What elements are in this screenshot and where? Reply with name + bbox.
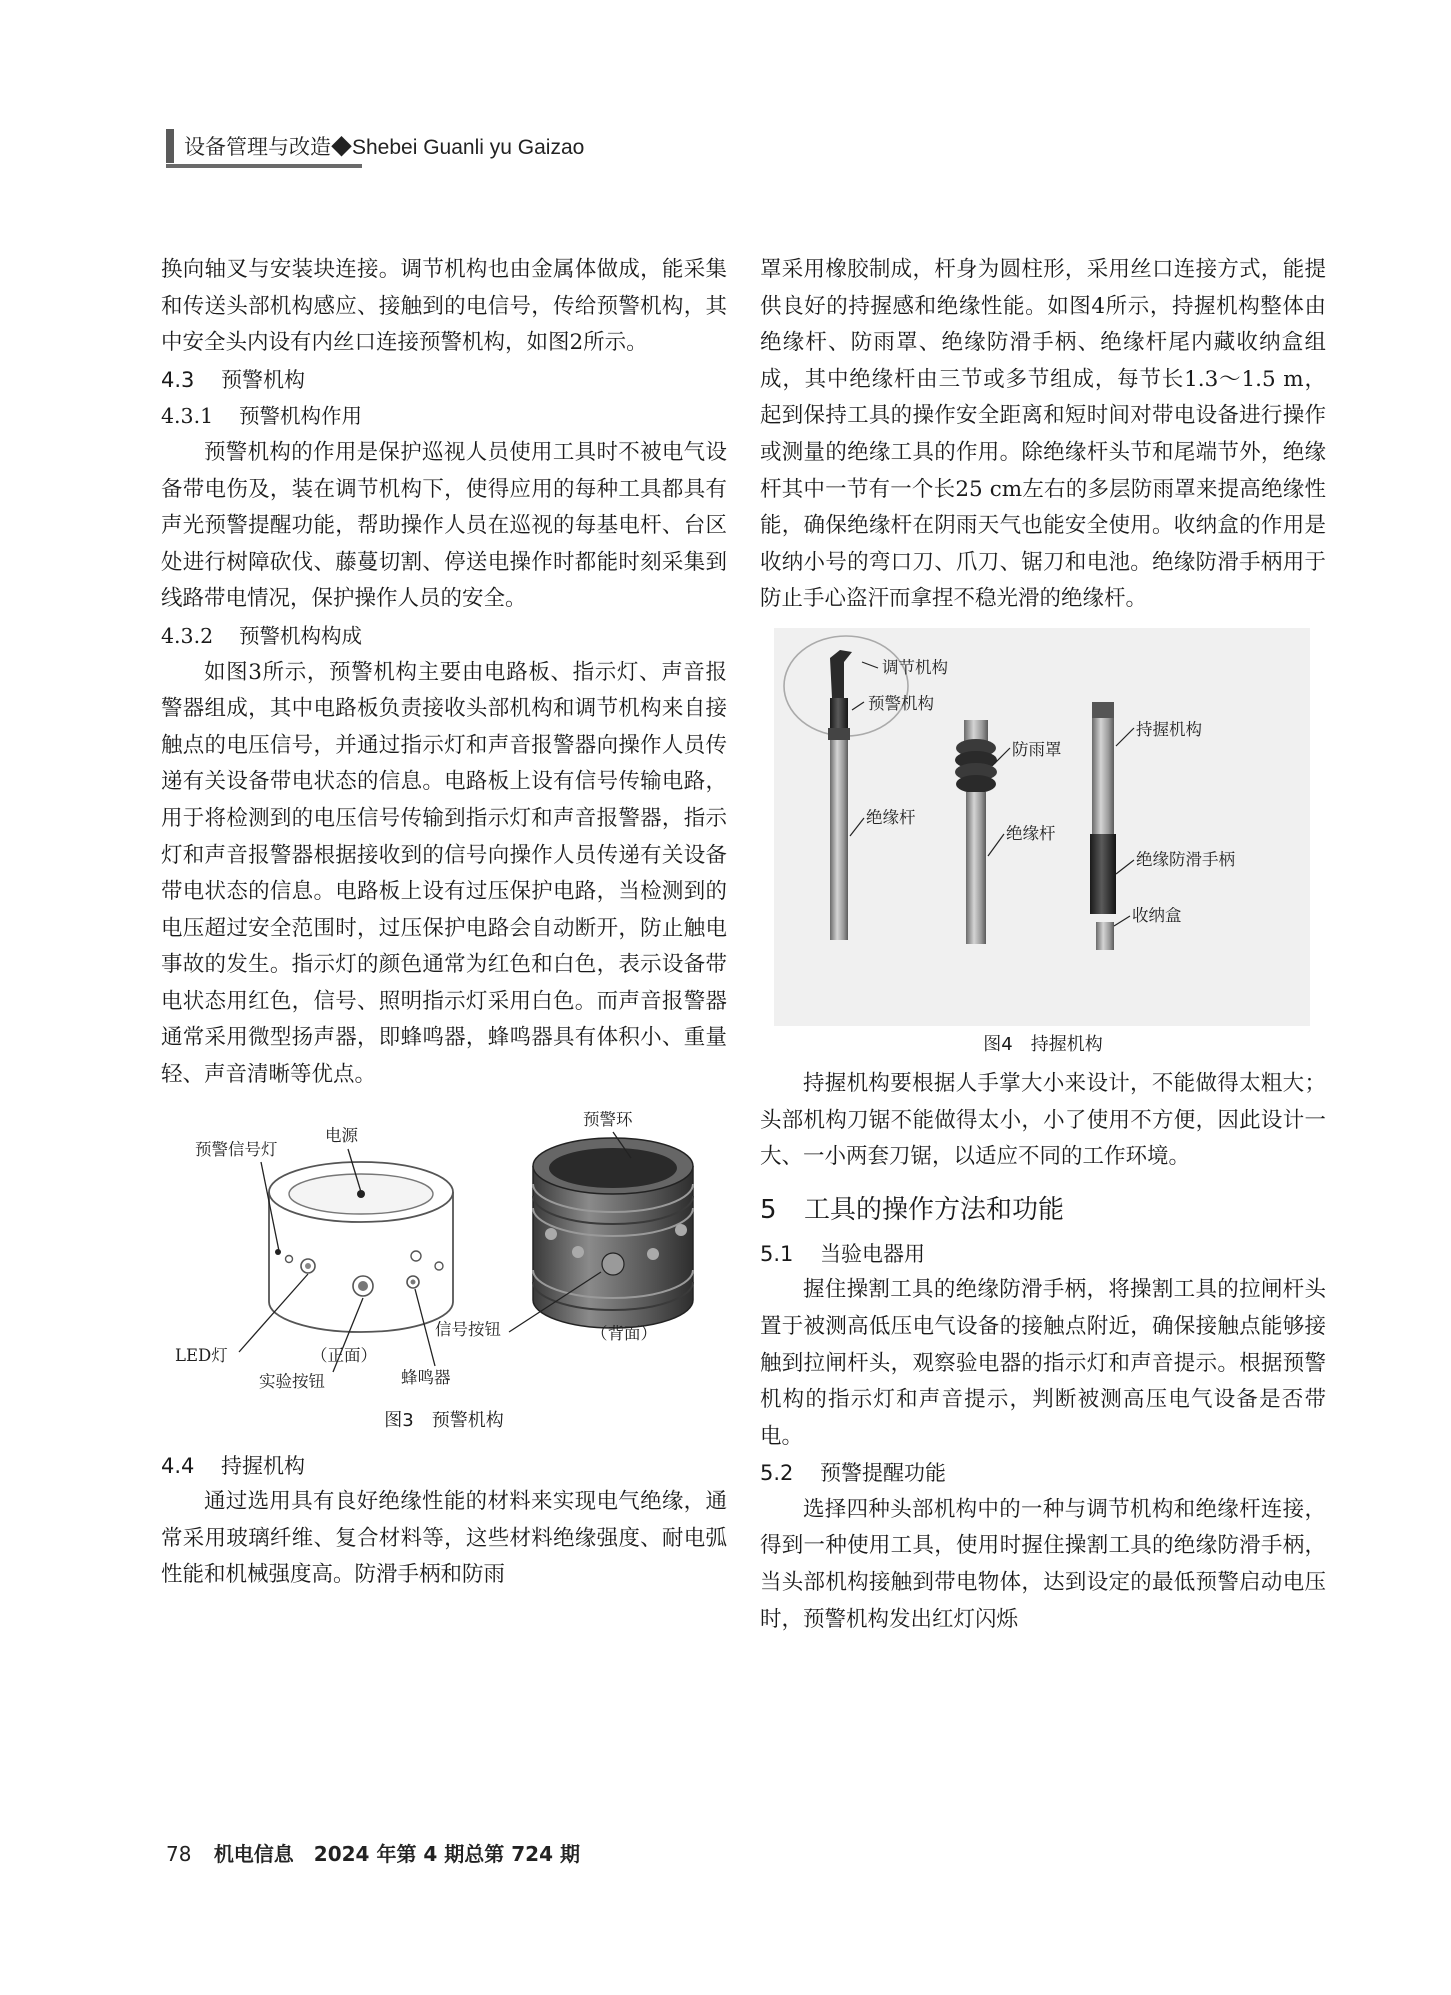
paragraph: 罩采用橡胶制成，杆身为圆柱形，采用丝口连接方式，能提供良好的持握感和绝缘性能。如图4所示，持握机构整体由绝缘杆、防雨罩、绝缘防滑手柄、绝缘杆尾内藏收纳盒组成，其中绝缘杆由三节或多节组成，每节长1.3～1.5 m，起到保持工具的操作安全距离和短时间对带电设备进行操作或测量的绝缘工具的作用。除绝缘杆头节和尾端节外，绝缘杆其中一节有一个长25 cm左右的多层防雨罩来提高绝缘性能，确保绝缘杆在阴雨天气也能安全使用。收纳盒的作用是收纳小号的弯口刀、爪刀、锯刀和电池。绝缘防滑手柄用于防止手心盗汗而拿捏不稳光滑的绝缘杆。: [760, 257, 1326, 612]
label-warning-mechanism: 预警机构: [868, 693, 934, 713]
section-number: 5: [760, 1194, 777, 1225]
paragraph: 握住操割工具的绝缘防滑手柄，将操割工具的拉闸杆头置于被测高低压电气设备的接触点附近，确保接触点能够接触到拉闸杆头，观察验电器的指示灯和声音提示。根据预警机构的指示灯和声音提示，判断被测高压电气设备是否带电。: [760, 1277, 1326, 1449]
rod-with-handle: [1090, 702, 1116, 950]
label-warning-ring: 预警环: [583, 1109, 633, 1129]
label-power: 电源: [325, 1125, 358, 1145]
label-buzzer: 蜂鸣器: [401, 1367, 451, 1387]
label-back: （背面）: [591, 1323, 657, 1343]
paragraph: 换向轴叉与安装块连接。调节机构也由金属体做成，能采集和传送头部机构感应、接触到的电信号，传给预警机构，其中安全头内设有内丝口连接预警机构，如图2所示。: [161, 257, 727, 356]
header-bar: [166, 129, 174, 163]
section-heading-4-3-2: [161, 618, 727, 655]
section-number: 4.3: [161, 367, 195, 392]
back-view-device: [533, 1138, 693, 1328]
left-column: [161, 252, 727, 1594]
label-test-button: 实验按钮: [259, 1371, 325, 1391]
section-number: 4.4: [161, 1453, 195, 1478]
label-storage-box: 收纳盒: [1132, 905, 1182, 925]
paragraph: 预警机构的作用是保护巡视人员使用工具时不被电气设备带电伤及，装在调节机构下，使得应用的每种工具都具有声光预警提醒功能，帮助操作人员在巡视的每基电杆、台区处进行树障砍伐、藤蔓切割、停送电操作时都能时刻采集到线路带电情况，保护操作人员的安全。: [161, 439, 727, 612]
section-heading-5: [760, 1190, 1326, 1230]
label-holding-mechanism: 持握机构: [1136, 719, 1202, 739]
section-title: 预警机构作用: [239, 404, 362, 429]
rod-with-rain-cover: [955, 720, 997, 944]
rod-with-head: [828, 650, 852, 940]
figure-4-image: [774, 628, 1310, 1026]
section-title: 持握机构: [221, 1453, 305, 1478]
section-title: 当验电器用: [820, 1241, 925, 1266]
section-number: 5.2: [760, 1461, 794, 1486]
label-signal-button: 信号按钮: [435, 1319, 501, 1339]
paragraph: 持握机构要根据人手掌大小来设计，不能做得太粗大；头部机构刀锯不能做得太小，小了使用不方便，因此设计一大、一小两套刀锯，以适应不同的工作环境。: [760, 1070, 1326, 1170]
label-led: LED灯: [175, 1345, 228, 1365]
paragraph: 选择四种头部机构中的一种与调节机构和绝缘杆连接，得到一种使用工具，使用时握住操割工具的绝缘防滑手柄，当头部机构接触到带电物体，达到设定的最低预警启动电压时，预警机构发出红灯闪烁: [760, 1496, 1326, 1632]
page-number: 78: [166, 1842, 192, 1866]
section-number: 4.3.2: [161, 623, 214, 648]
section-title: 工具的操作方法和功能: [804, 1194, 1065, 1225]
paragraph: 通过选用具有良好绝缘性能的材料来实现电气绝缘，通常采用玻璃纤维、复合材料等，这些材料绝缘强度、耐电弧性能和机械强度高。防滑手柄和防雨: [161, 1489, 727, 1588]
section-heading-5-1: [760, 1236, 1326, 1273]
label-insulating-rod-2: 绝缘杆: [1006, 823, 1056, 843]
section-heading-4-3-1: [161, 398, 727, 435]
section-number: 4.3.1: [161, 404, 214, 429]
front-view-device: [269, 1162, 453, 1332]
header-title: 设备管理与改造◆Shebei Guanli yu Gaizao: [184, 136, 585, 159]
paragraph: 如图3所示，预警机构主要由电路板、指示灯、声音报警器组成，其中电路板负责接收头部机构和调节机构来自接触点的电压信号，并通过指示灯和声音报警器向操作人员传递有关设备带电状态的信息。电路板上设有信号传输电路，用于将检测到的电压信号传输到指示灯和声音报警器，指示灯和声音报警器根据接收到的信号向操作人员传递有关设备带电状态的信息。电路板上设有过压保护电路，当检测到的电压超过安全范围时，过压保护电路会自动断开，防止触电事故的发生。指示灯的颜色通常为红色和白色，表示设备带电状态用红色，信号、照明指示灯采用白色。而声音报警器通常采用微型扬声器，即蜂鸣器，蜂鸣器具有体积小、重量轻、声音清晰等优点。: [161, 659, 727, 1088]
section-number: 5.1: [760, 1241, 794, 1266]
running-header: [166, 128, 584, 164]
section-title: 预警机构构成: [239, 623, 362, 648]
figure-3: [161, 1104, 727, 1436]
label-signal-lamp: 预警信号灯: [195, 1139, 278, 1159]
label-adjust-mechanism: 调节机构: [882, 657, 948, 677]
figure-4-caption: 图4 持握机构: [983, 1033, 1103, 1055]
section-heading-4-3: [161, 362, 727, 399]
section-heading-4-4: [161, 1448, 727, 1485]
journal-issue: 机电信息 2024 年第 4 期总第 724 期: [213, 1842, 580, 1866]
figure-3-caption: 图3 预警机构: [384, 1409, 504, 1431]
label-rain-cover: 防雨罩: [1012, 739, 1062, 759]
figure-3-image: [173, 1104, 717, 1402]
label-anti-slip-handle: 绝缘防滑手柄: [1136, 849, 1235, 869]
header-rule: [166, 164, 362, 168]
figure-4: [760, 628, 1326, 1060]
label-front: （正面）: [311, 1345, 377, 1365]
label-insulating-rod-1: 绝缘杆: [866, 807, 916, 827]
section-title: 预警机构: [221, 367, 305, 392]
section-heading-5-2: [760, 1455, 1326, 1492]
section-title: 预警提醒功能: [820, 1461, 946, 1486]
right-column: [760, 252, 1326, 1638]
page-footer: [166, 1838, 580, 1867]
